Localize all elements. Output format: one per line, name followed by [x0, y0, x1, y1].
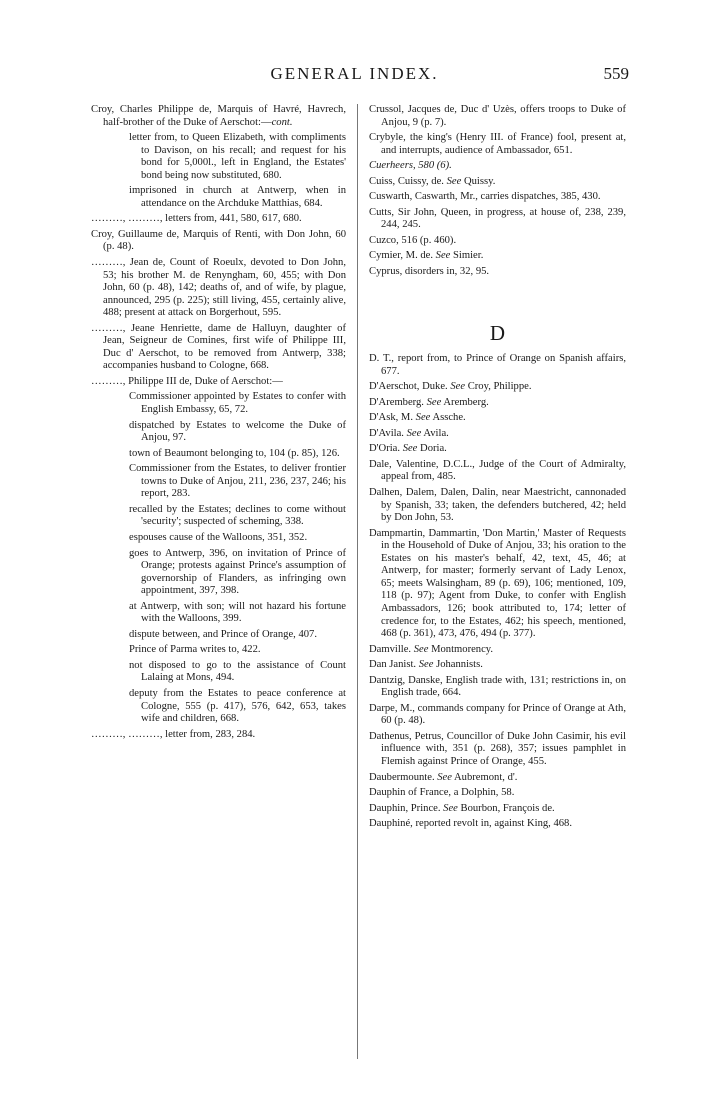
- right-column-d-entries: [369, 353, 626, 831]
- index-entry: Dauphin, Prince. See Bourbon, François de.: [369, 802, 555, 814]
- index-entry: Damville. See Montmorency.: [369, 643, 494, 655]
- index-entry: D'Avila. See Avila.: [369, 427, 449, 439]
- index-entry: Prince of Parma writes to, 422.: [129, 644, 261, 656]
- index-entry: not disposed to go to the assistance of Count Lalaing at Mons, 494.: [129, 659, 346, 684]
- index-entry: Crybyle, the king's (Henry III. of France) fool, present at, and interrupts, audience of Ambassador, 651.: [369, 132, 626, 156]
- index-entry: Commissioner from the Estates, to deliver frontier towns to Duke of Anjou, 211, 236, 237, 246; his report, 283.: [129, 463, 346, 500]
- index-entry: D'Ask, M. See Assche.: [369, 412, 466, 424]
- index-entry: Daubermounte. See Aubremont, d'.: [369, 771, 518, 783]
- index-entry: Dan Janist. See Johannists.: [369, 659, 483, 671]
- index-entry: Dantzig, Danske, English trade with, 131; restrictions in, on English trade, 664.: [369, 674, 626, 699]
- index-entry: Dampmartin, Dammartin, 'Don Martin,' Master of Requests in the Household of Duke of Anjou, 33; his oration to the Estates on his master's behalf, 42, text, 45, 46; at Antwerp, for master; formerly servant of Lady Lenox, 65; meets Walsingham, 89 (p. 69), 106; mentioned, 109, 118 (p. 97); Agent from Duke, to confer with English Ambassadors, 126; book attributed to, 174; letter of credence for, to the Estates, 462; his speech, mentioned, 468 (p. 361), 473, 476, 494 (p. 377).: [369, 527, 626, 640]
- index-entry: ………, Jean de, Count of Roeulx, devoted to Don John, 53; his brother M. de Renyngham, 60, 455; with Don John, 60 (p. 48), 142; deaths of, and of wife, by plague, announced, 295 (p. 225); still living, 455, certainly alive, 488; present at attack on Borgerhout, 595.: [91, 257, 346, 319]
- index-entry: ………, Philippe III de, Duke of Aerschot:—: [91, 375, 283, 387]
- index-entry: ………, ………, letters from, 441, 580, 617, 680.: [91, 213, 302, 225]
- index-entry: Cyprus, disorders in, 32, 95.: [369, 266, 490, 278]
- index-entry: Cuswarth, Caswarth, Mr., carries dispatches, 385, 430.: [369, 191, 601, 203]
- index-entry: town of Beaumont belonging to, 104 (p. 85), 126.: [129, 447, 340, 459]
- index-entry: dispute between, and Prince of Orange, 407.: [129, 628, 317, 640]
- left-column: [91, 104, 346, 744]
- index-entry: Cuzco, 516 (p. 460).: [369, 234, 457, 246]
- index-entry: dispatched by Estates to welcome the Duke of Anjou, 97.: [129, 419, 346, 444]
- index-entry: Cuerheers, 580 (6).: [369, 160, 452, 172]
- index-entry: ………, ………, letter from, 283, 284.: [91, 728, 256, 740]
- index-entry: Dauphiné, reported revolt in, against King, 468.: [369, 818, 572, 830]
- index-entry: recalled by the Estates; declines to come without 'security'; suspected of scheming, 338.: [129, 503, 346, 528]
- index-entry: Cymier, M. de. See Simier.: [369, 250, 484, 262]
- index-entry: imprisoned in church at Antwerp, when in attendance on the Archduke Matthias, 684.: [129, 185, 346, 209]
- index-entry: Dauphin of France, a Dolphin, 58.: [369, 787, 515, 799]
- right-column-c-entries: [369, 104, 626, 279]
- index-entry: Commissioner appointed by Estates to confer with English Embassy, 65, 72.: [129, 391, 346, 416]
- index-entry: at Antwerp, with son; will not hazard his fortune with the Walloons, 399.: [129, 600, 346, 625]
- index-entry: espouses cause of the Walloons, 351, 352.: [129, 531, 308, 543]
- right-column: [369, 104, 626, 834]
- index-entry: Crussol, Jacques de, Duc d' Uzès, offers troops to Duke of Anjou, 9 (p. 7).: [369, 104, 626, 128]
- index-entry: Dale, Valentine, D.C.L., Judge of the Court of Admiralty, appeal from, 485.: [369, 458, 626, 483]
- page-title: GENERAL INDEX.: [270, 64, 439, 83]
- index-entry: D. T., report from, to Prince of Orange on Spanish affairs, 677.: [369, 353, 626, 377]
- page-header: [0, 64, 709, 90]
- index-entry: Croy, Charles Philippe de, Marquis of Havré, Havrech, half-brother of the Duke of Aerschot:—cont.: [91, 104, 346, 128]
- index-entry: deputy from the Estates to peace conference at Cologne, 555 (p. 417), 576, 642, 653, takes wife and children, 668.: [129, 687, 346, 725]
- index-entry: D'Aerschot, Duke. See Croy, Philippe.: [369, 381, 532, 393]
- index-entry: ………, Jeane Henriette, dame de Halluyn, daughter of Jean, Seigneur de Comines, first wife of Philippe III, Duc d' Aerschot, to be removed from Antwerp, 338; accompanies husband to Cologne, 668.: [91, 322, 346, 372]
- index-entry: Cutts, Sir John, Queen, in progress, at house of, 238, 239, 244, 245.: [369, 206, 626, 231]
- index-entry: Darpe, M., commands company for Prince of Orange at Ath, 60 (p. 48).: [369, 702, 626, 727]
- index-entry: D'Oria. See Doria.: [369, 443, 447, 455]
- index-entry: letter from, to Queen Elizabeth, with compliments to Davison, on his recall; and request for his bond for 5,000l., left in England, the Estates' bond being now substituted, 680.: [129, 132, 346, 181]
- column-divider: [357, 104, 358, 1059]
- index-entry: Cuiss, Cuissy, de. See Quissy.: [369, 175, 496, 187]
- section-letter: D: [489, 320, 506, 345]
- index-entry: Dathenus, Petrus, Councillor of Duke John Casimir, his evil influence with, 351 (p. 268), 357; issues pamphlet in Flemish against Prince of Orange, 455.: [369, 730, 626, 767]
- index-entry: Dalhen, Dalem, Dalen, Dalin, near Maestricht, cannonaded by Spanish, 33; taken, the defenders butchered, 42; held by Don John, 53.: [369, 487, 626, 524]
- index-entry: goes to Antwerp, 396, on invitation of Prince of Orange; protests against Prince's assumption of governorship of Flanders, as infringing own appointment, 397, 398.: [129, 547, 346, 597]
- page-number: 559: [603, 64, 629, 83]
- index-entry: D'Aremberg. See Aremberg.: [369, 396, 489, 408]
- index-entry: Croy, Guillaume de, Marquis of Renti, with Don John, 60 (p. 48).: [91, 228, 346, 253]
